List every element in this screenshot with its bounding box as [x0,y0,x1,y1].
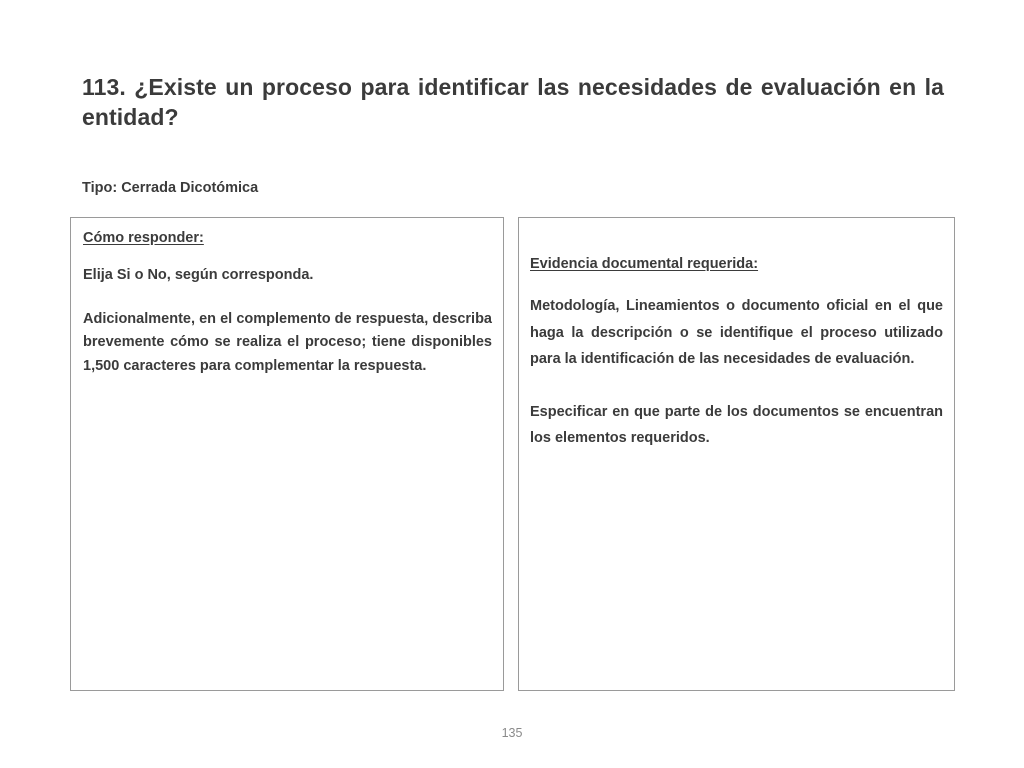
spacer [530,274,943,293]
required-evidence-heading: Evidencia documental requerida: [530,256,759,272]
spacer [83,288,492,308]
spacer [83,248,492,264]
page-number: 135 [501,726,523,740]
required-evidence-description: Metodología, Lineamientos o documento oficial en el que haga la descripción o se identifique el proceso utilizado para la identificación de las necesidades de evaluación. [530,298,943,367]
required-evidence-panel [518,217,955,691]
question-type-label: Tipo: Cerrada Dicotómica [82,180,259,196]
how-to-answer-heading: Cómo responder: [83,230,204,246]
required-evidence-location-note: Especificar en que parte de los documentos se encuentran los elementos requeridos. [530,403,943,446]
question-title: 113. ¿Existe un proceso para identificar las necesidades de evaluación en la entidad? [82,74,944,130]
how-to-answer-panel [70,217,504,691]
answer-instruction: Elija Si o No, según corresponda. [83,267,314,283]
answer-additional-instructions: Adicionalmente, en el complemento de respuesta, describa brevemente cómo se realiza el proceso; tiene disponibles 1,500 caracteres para complementar la respuesta. [83,310,492,374]
spacer [530,373,943,399]
